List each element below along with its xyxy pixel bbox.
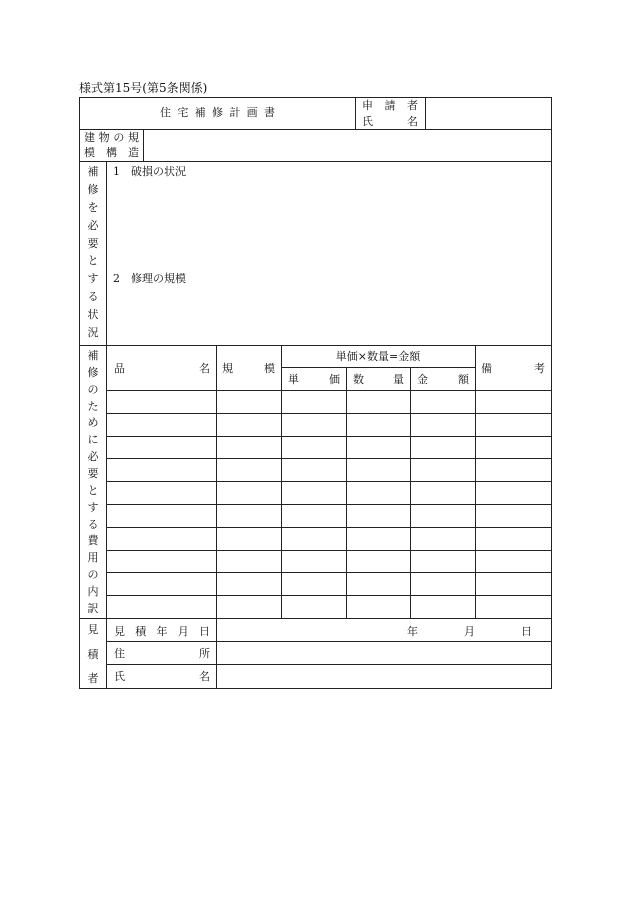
label-char: 年 (407, 625, 418, 638)
cost-cell-item-name[interactable] (108, 506, 214, 525)
form-number: 様式第15号(第5条関係) (79, 81, 208, 95)
header-price-group: 単価×数量=金額 (335, 350, 421, 363)
header-unit-price (288, 374, 340, 385)
label-char: 価 (329, 373, 340, 386)
cost-cell-item-name[interactable] (108, 392, 214, 411)
label-char: 画 (246, 106, 258, 119)
cost-cell-remarks[interactable] (477, 506, 550, 525)
label-char: す (87, 272, 99, 286)
row-divider (106, 458, 552, 459)
row-divider (106, 413, 552, 414)
label-char: 見 (114, 625, 125, 638)
label-char: 物 (98, 131, 110, 144)
cost-cell-scale[interactable] (218, 506, 279, 525)
row-divider (106, 527, 552, 528)
label-char: る (87, 517, 99, 531)
label-char: 者 (407, 99, 418, 112)
row-divider (106, 504, 552, 505)
label-char: 宅 (177, 106, 189, 119)
cost-cell-unit-price[interactable] (283, 506, 344, 525)
cost-cell-amount[interactable] (412, 392, 473, 411)
label-char: 規 (222, 362, 233, 375)
cost-cell-amount[interactable] (412, 438, 473, 457)
cost-cell-remarks[interactable] (477, 574, 550, 593)
label-char: 金 (417, 373, 428, 386)
cost-cell-remarks[interactable] (477, 529, 550, 548)
label-char: す (87, 500, 99, 514)
label-char: 量 (393, 373, 404, 386)
label-char: の (113, 131, 125, 144)
cost-cell-item-name[interactable] (108, 529, 214, 548)
cost-cell-unit-price[interactable] (283, 483, 344, 502)
label-char: 住 (114, 647, 125, 660)
applicant-name-field[interactable] (427, 99, 550, 128)
cost-cell-scale[interactable] (218, 438, 279, 457)
cost-cell-item-name[interactable] (108, 415, 214, 434)
label-char: 名 (199, 362, 210, 375)
label-char: 請 (384, 99, 396, 112)
cost-cell-amount[interactable] (412, 597, 473, 616)
label-char: 書 (263, 106, 275, 119)
building-structure-field[interactable] (145, 131, 550, 160)
label-char: 状 (87, 308, 99, 321)
label-char: 用 (87, 551, 99, 565)
cost-cell-amount[interactable] (412, 460, 473, 479)
repair-scale-number: 2 (113, 272, 120, 285)
repair-scale-label: 修理の規模 (131, 272, 186, 285)
label-char: 日 (199, 625, 210, 638)
cost-cell-scale[interactable] (218, 460, 279, 479)
cost-cell-remarks[interactable] (477, 392, 550, 411)
estimator-address-field[interactable] (218, 643, 550, 663)
label-char: 模 (264, 362, 275, 375)
cost-cell-item-name[interactable] (108, 438, 214, 457)
cost-cell-quantity[interactable] (348, 552, 408, 571)
cost-cell-quantity[interactable] (348, 415, 408, 434)
cost-cell-unit-price[interactable] (283, 438, 344, 457)
cost-cell-item-name[interactable] (108, 597, 214, 616)
label-char: 計 (229, 106, 241, 119)
label-char: 品 (114, 362, 125, 375)
label-char: 所 (199, 647, 210, 660)
damage-situation-label: 破損の状況 (131, 165, 186, 178)
label-char: 規 (127, 131, 139, 144)
cost-cell-unit-price[interactable] (283, 392, 344, 411)
cost-cell-amount[interactable] (412, 529, 473, 548)
label-char: 額 (458, 373, 469, 386)
label-char: 要 (87, 236, 99, 250)
cost-cell-quantity[interactable] (348, 529, 408, 548)
label-char: 住 (160, 106, 171, 119)
cost-cell-scale[interactable] (218, 574, 279, 593)
label-char: 考 (534, 362, 545, 375)
cost-cell-unit-price[interactable] (283, 552, 344, 571)
label-char: の (87, 568, 99, 582)
document-title (160, 107, 275, 118)
cost-cell-item-name[interactable] (108, 460, 214, 479)
label-char: 見 (87, 623, 99, 636)
cost-cell-remarks[interactable] (477, 438, 550, 457)
label-char: 内 (87, 585, 99, 599)
label-char: を (87, 200, 99, 214)
repair-situation-label (82, 166, 104, 338)
header-amount (417, 374, 469, 385)
label-char: 模 (84, 146, 95, 159)
cost-cell-unit-price[interactable] (283, 460, 344, 479)
cost-cell-unit-price[interactable] (283, 529, 344, 548)
cost-cell-quantity[interactable] (348, 392, 408, 411)
label-char: 名 (407, 115, 418, 128)
cost-cell-quantity[interactable] (348, 597, 408, 616)
cost-breakdown-label (82, 350, 104, 614)
label-char: 建 (84, 131, 95, 144)
cost-cell-quantity[interactable] (348, 438, 408, 457)
label-char: 日 (521, 625, 532, 638)
label-char: 造 (128, 146, 139, 159)
label-char: 況 (87, 325, 99, 339)
header-quantity (353, 374, 404, 385)
cost-cell-item-name[interactable] (108, 483, 214, 502)
cost-cell-scale[interactable] (218, 597, 279, 616)
row-divider (106, 481, 552, 482)
row-divider (106, 390, 552, 391)
cost-cell-amount[interactable] (412, 483, 473, 502)
label-char: 月 (177, 625, 189, 638)
cost-cell-amount[interactable] (412, 552, 473, 571)
header-scale (222, 363, 275, 374)
label-char: 単 (288, 373, 299, 386)
label-char: 氏 (114, 670, 125, 683)
cost-cell-item-name[interactable] (108, 552, 214, 571)
cost-cell-amount[interactable] (412, 415, 473, 434)
label-char: 必 (87, 218, 99, 232)
label-char: 積 (87, 647, 99, 661)
cost-cell-scale[interactable] (218, 392, 279, 411)
cost-cell-unit-price[interactable] (283, 574, 344, 593)
label-char: 修 (211, 106, 223, 119)
cost-cell-scale[interactable] (218, 483, 279, 502)
label-char: 月 (464, 625, 475, 638)
cost-cell-unit-price[interactable] (283, 415, 344, 434)
row-divider (106, 436, 552, 437)
cost-cell-scale[interactable] (218, 529, 279, 548)
label-char: 補 (87, 349, 99, 362)
label-char: 者 (87, 672, 99, 685)
estimator-name-field[interactable] (218, 666, 550, 687)
cost-cell-item-name[interactable] (108, 574, 214, 593)
cost-cell-quantity[interactable] (348, 460, 408, 479)
building-label-row2 (84, 147, 139, 158)
label-char: 備 (481, 362, 492, 375)
label-char: に (87, 433, 99, 447)
damage-item-number: 1 (113, 165, 120, 178)
estimator-name-label (114, 671, 210, 682)
cost-cell-amount[interactable] (412, 574, 473, 593)
cost-cell-quantity[interactable] (348, 483, 408, 502)
label-char: 修 (87, 182, 99, 196)
label-char: 氏 (362, 115, 373, 128)
label-char: る (87, 290, 99, 304)
cost-cell-quantity[interactable] (348, 506, 408, 525)
estimate-date-field[interactable] (218, 620, 550, 640)
header-remarks (481, 363, 545, 374)
header-item-name (114, 363, 210, 374)
cost-cell-unit-price[interactable] (283, 597, 344, 616)
label-char: 数 (353, 373, 364, 386)
applicant-label-bottom (362, 116, 418, 127)
label-char: 訳 (87, 601, 99, 615)
row-divider (106, 572, 552, 573)
cost-cell-scale[interactable] (218, 415, 279, 434)
label-char: 費 (87, 534, 99, 548)
cost-cell-remarks[interactable] (477, 460, 550, 479)
label-char: 補 (194, 106, 206, 119)
label-char: め (87, 416, 99, 430)
label-char: 修 (87, 365, 99, 379)
label-char: 構 (106, 146, 117, 159)
estimator-label (82, 624, 104, 684)
cost-cell-quantity[interactable] (348, 574, 408, 593)
label-char: と (87, 483, 99, 497)
cost-cell-remarks[interactable] (477, 552, 550, 571)
label-char: と (87, 254, 99, 268)
label-char: 名 (199, 670, 210, 683)
row-divider (106, 595, 552, 596)
label-char: 申 (362, 99, 373, 112)
repair-scale-field[interactable] (110, 289, 548, 343)
estimator-address-label (114, 648, 210, 659)
label-char: 積 (135, 625, 147, 638)
cost-cell-amount[interactable] (412, 506, 473, 525)
damage-situation-field[interactable] (110, 182, 548, 267)
row-divider (106, 550, 552, 551)
label-char: 必 (87, 450, 99, 464)
estimate-date-label (114, 626, 210, 637)
label-char: 年 (156, 625, 168, 638)
cost-cell-remarks[interactable] (477, 597, 550, 616)
cost-cell-scale[interactable] (218, 552, 279, 571)
cost-cell-remarks[interactable] (477, 483, 550, 502)
label-char: 要 (87, 467, 99, 481)
label-char: 補 (87, 165, 99, 178)
applicant-label-top (362, 100, 418, 111)
building-label-row1 (84, 132, 139, 143)
cost-cell-remarks[interactable] (477, 415, 550, 434)
label-char: た (87, 399, 99, 413)
label-char: の (87, 382, 99, 396)
